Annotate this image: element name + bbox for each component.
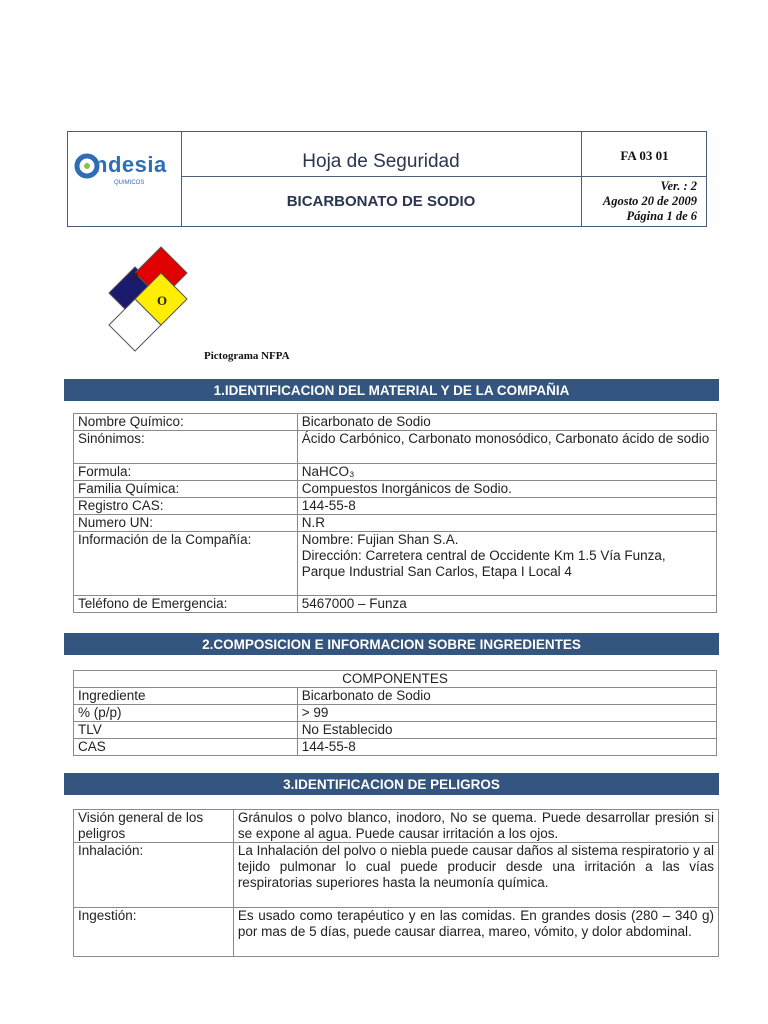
field-value: Es usado como terapéutico y en las comidas. En grandes dosis (280 – 340 g) por mas de 5 días, puede causar diarrea, mareo, vómito, y dolor abdominal.: [233, 908, 718, 957]
field-value: Bicarbonato de Sodio: [297, 414, 716, 431]
field-label: Inhalación:: [74, 843, 234, 908]
document-page: Página 1 de 6: [626, 209, 697, 223]
section-3-table: [73, 809, 719, 957]
table-row: [74, 515, 717, 532]
nfpa-top-value: 0: [131, 269, 139, 284]
product-name: BICARBONATO DE SODIO: [286, 193, 476, 210]
field-value: Compuestos Inorgánicos de Sodio.: [297, 481, 716, 498]
table-row: [74, 498, 717, 515]
document-version: Ver. : 2: [660, 179, 697, 193]
field-value: > 99: [297, 705, 716, 722]
section-1-table: [73, 413, 717, 613]
document-date: Agosto 20 de 2009: [602, 194, 697, 208]
field-value: Ácido Carbónico, Carbonato monosódico, Carbonato ácido de sodio: [297, 431, 716, 464]
table-row: [74, 739, 717, 756]
field-label: Información de la Compañía:: [74, 532, 298, 596]
section-3-title: 3.IDENTIFICACION DE PELIGROS: [64, 773, 719, 795]
nfpa-right-value: O: [156, 293, 168, 308]
field-value: 144-55-8: [297, 498, 716, 515]
nfpa-diamond-icon: [78, 244, 198, 354]
field-label: CAS: [74, 739, 298, 756]
field-label: Sinónimos:: [74, 431, 298, 464]
field-label: Formula:: [74, 464, 298, 481]
table-row: [74, 596, 717, 613]
table-row: [74, 688, 717, 705]
field-label: Ingrediente: [74, 688, 298, 705]
components-header: COMPONENTES: [74, 671, 717, 688]
section-2-title: 2.COMPOSICION E INFORMACION SOBRE INGREDIENTES: [64, 633, 719, 655]
table-row: [74, 722, 717, 739]
table-row: [74, 414, 717, 431]
section-2-table: [73, 670, 717, 756]
field-value: La Inhalación del polvo o niebla puede causar daños al sistema respiratorio y al tejido pulmonar lo cual puede producir desde una irritación a las vías respiratorias superiores hasta la neumonía química.: [233, 843, 718, 908]
field-label: Registro CAS:: [74, 498, 298, 515]
field-value: Bicarbonato de Sodio: [297, 688, 716, 705]
field-label: TLV: [74, 722, 298, 739]
table-row: [74, 705, 717, 722]
table-row: [74, 464, 717, 481]
table-row: [74, 908, 719, 957]
table-row: [74, 481, 717, 498]
field-label: Ingestión:: [74, 908, 234, 957]
field-label: Familia Química:: [74, 481, 298, 498]
nfpa-left-value: 1: [105, 293, 113, 308]
field-label: % (p/p): [74, 705, 298, 722]
section-1-title: 1.IDENTIFICACION DEL MATERIAL Y DE LA COMPAÑIA: [64, 379, 719, 401]
table-row: [74, 431, 717, 464]
field-value: 144-55-8: [297, 739, 716, 756]
field-value: Nombre: Fujian Shan S.A. Dirección: Carretera central de Occidente Km 1.5 Vía Funza, Parque Industrial San Carlos, Etapa I Local 4: [297, 532, 716, 596]
field-value: Gránulos o polvo blanco, inodoro, No se quema. Puede desarrollar presión si se expone al agua. Puede causar irritación a los ojos.: [233, 810, 718, 843]
table-row: [74, 532, 717, 596]
logo-subtext: QUIMICOS: [114, 180, 145, 186]
field-label: Teléfono de Emergencia:: [74, 596, 298, 613]
document-title: Hoja de Seguridad: [181, 132, 581, 177]
nfpa-caption: Pictograma NFPA: [204, 350, 290, 362]
company-logo: [68, 132, 182, 226]
field-label: Visión general de los peligros: [74, 810, 234, 843]
field-value: No Establecido: [297, 722, 716, 739]
field-value: N.R: [297, 515, 716, 532]
field-label: Numero UN:: [74, 515, 298, 532]
document-code: FA 03 01: [582, 132, 707, 177]
document-header: [67, 131, 707, 227]
field-label: Nombre Químico:: [74, 414, 298, 431]
table-row: [74, 810, 719, 843]
field-value: NaHCO₃: [297, 464, 716, 481]
field-value: 5467000 – Funza: [297, 596, 716, 613]
table-row: [74, 843, 719, 908]
logo-text: ndesia: [94, 152, 167, 177]
